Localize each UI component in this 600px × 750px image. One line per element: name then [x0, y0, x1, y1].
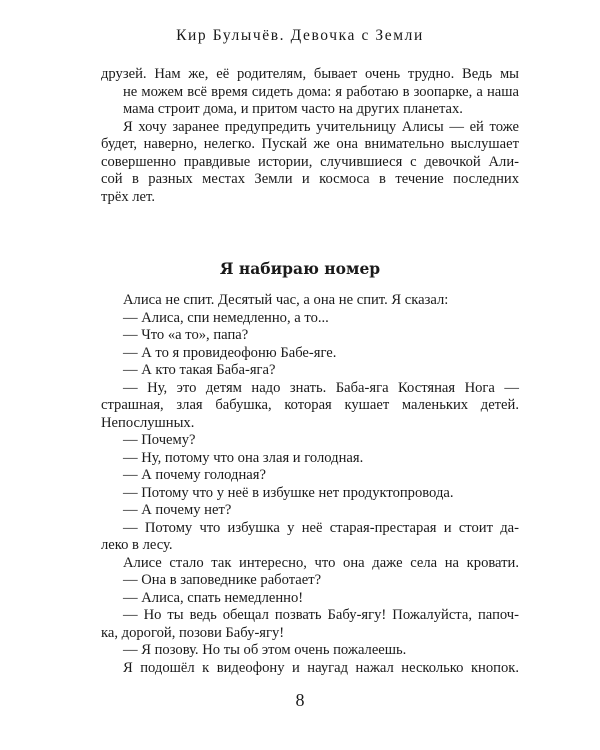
- text-line: — А то я провидеофоню Бабе-яге.: [123, 344, 337, 361]
- text-line: ка, дорогой, позови Бабу-ягу!: [101, 624, 285, 641]
- text-line: — Она в заповеднике работает?: [123, 572, 322, 588]
- text-line: — Потому что избушка у неё старая-престарая и стоит да-: [123, 519, 519, 536]
- text-line: Я хочу заранее предупредить учительницу Алисы — ей тоже: [123, 118, 519, 135]
- intro-paragraphs: [101, 66, 519, 206]
- text-line: — А почему нет?: [123, 502, 232, 518]
- text-line: — А почему голодная?: [123, 467, 266, 483]
- text-line: Алиса не спит. Десятый час, а она не спит. Я сказал:: [123, 292, 449, 308]
- text-line: трёх лет.: [101, 188, 155, 205]
- text-line: леко в лесу.: [101, 537, 173, 553]
- chapter-title: Я набираю номер: [219, 259, 381, 278]
- text-line: страшная, злая бабушка, которая кушает маленьких детей.: [101, 397, 519, 413]
- running-header: Кир Булычёв. Девочка с Земли: [176, 27, 424, 44]
- text-line: — Но ты ведь обещал позвать Бабу-ягу! Пожалуйста, папоч-: [123, 607, 519, 623]
- text-line: Алисе стало так интересно, что она даже села на кровати.: [123, 554, 519, 571]
- text-line: — Ну, это детям надо знать. Баба-яга Костяная Нога —: [123, 379, 519, 396]
- text-line: сой в разных местах Земли и космоса в течение последних: [101, 171, 519, 187]
- text-line: друзей. Нам же, её родителям, бывает очень трудно. Ведь мы: [101, 66, 519, 82]
- text-line: мама строит дома, и притом часто на других планетах.: [123, 101, 463, 117]
- text-line: — Алиса, спи немедленно, а то...: [123, 309, 329, 326]
- text-line: — Что «а то», папа?: [123, 327, 249, 343]
- text-line: — Я позову. Но ты об этом очень пожалеешь.: [123, 642, 407, 658]
- text-line: совершенно правдивые истории, случившиеся с девочкой Али-: [101, 153, 519, 170]
- text-line: — Почему?: [123, 432, 196, 448]
- text-line: Я подошёл к видеофону и наугад нажал несколько кнопок.: [123, 659, 519, 676]
- text-line: — А кто такая Баба-яга?: [123, 362, 276, 378]
- dialogue-paragraphs: [101, 292, 519, 677]
- page-number: 8: [295, 690, 305, 710]
- text-line: не можем всё время сидеть дома: я работаю в зоопарке, а наша: [123, 83, 519, 100]
- text-line: будет, наверно, нелегко. Пускай же она внимательно выслушает: [101, 136, 519, 152]
- text-line: — Ну, потому что она злая и голодная.: [123, 449, 364, 466]
- text-line: — Алиса, спать немедленно!: [123, 589, 304, 606]
- text-line: Непослушных.: [101, 414, 195, 431]
- text-line: — Потому что у неё в избушке нет продуктопровода.: [123, 484, 454, 501]
